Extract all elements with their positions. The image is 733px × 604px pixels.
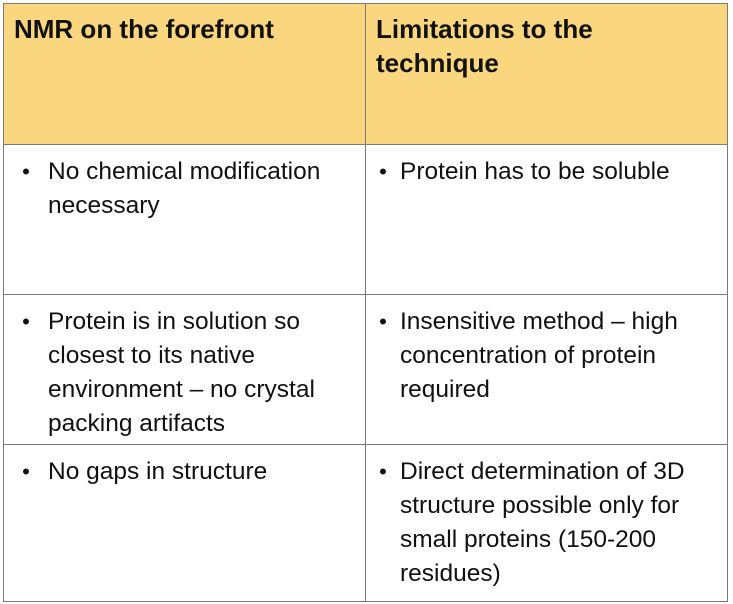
advantage-cell xyxy=(4,145,366,295)
advantage-text: No gaps in structure xyxy=(48,458,268,485)
comparison-table xyxy=(3,3,728,602)
table-row xyxy=(4,145,728,295)
bullet-icon: • xyxy=(22,459,30,484)
bullet-icon: • xyxy=(379,159,387,184)
header-cell-limitations xyxy=(366,4,728,145)
bullet-icon: • xyxy=(22,309,30,334)
bullet-icon: • xyxy=(379,309,387,334)
list-item xyxy=(366,445,727,591)
limitation-cell xyxy=(366,145,728,295)
list-item xyxy=(4,295,365,441)
header-cell-advantages xyxy=(4,4,366,145)
limitation-text: Protein has to be soluble xyxy=(400,158,670,185)
limitation-text: Insensitive method – high concentration of protein required xyxy=(400,308,678,403)
list-item xyxy=(4,445,365,489)
advantage-cell xyxy=(4,445,366,602)
bullet-icon: • xyxy=(22,159,30,184)
list-item xyxy=(366,295,727,407)
list-item xyxy=(366,145,727,189)
limitation-text: Direct determination of 3D structure possible only for small proteins (150-200 residues) xyxy=(400,458,685,587)
advantage-text: Protein is in solution so closest to its native environment – no crystal packing artifacts xyxy=(48,308,315,437)
limitation-cell xyxy=(366,445,728,602)
table-row xyxy=(4,295,728,445)
header-title-advantages: NMR on the forefront xyxy=(14,14,274,44)
advantage-text: No chemical modification necessary xyxy=(48,158,321,219)
table-row xyxy=(4,445,728,602)
list-item xyxy=(4,145,365,223)
advantage-cell xyxy=(4,295,366,445)
bullet-icon: • xyxy=(379,459,387,484)
header-title-limitations: Limitations to the technique xyxy=(376,14,593,78)
header-row xyxy=(4,4,728,145)
limitation-cell xyxy=(366,295,728,445)
